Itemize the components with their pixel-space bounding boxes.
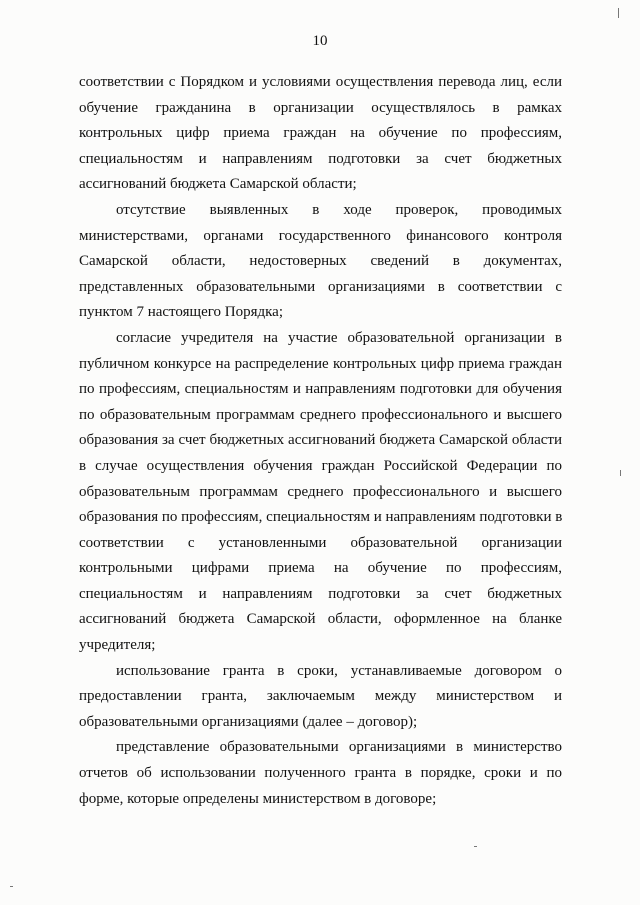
text-line: представление образовательными организациями в министерство [116,739,562,756]
text-line: представленных образовательными организациями в соответствии с [79,278,562,295]
paragraph [79,70,562,198]
text-line: в случае осуществления обучения граждан Российской Федерации по [79,457,562,474]
paragraph [79,659,562,736]
text-line: специальностям и направлениям подготовки за счет бюджетных [79,150,562,167]
text-line: образования по профессиям, специальностям и направлениям подготовки в [79,509,563,526]
text-line: образования за счет бюджетных ассигнований бюджета Самарской области [79,432,562,449]
text-line: форме, которые определены министерством в договоре; [79,790,437,807]
text-line: соответствии с установленными образовательной организации [79,534,562,551]
text-line: контрольными цифрами приема на обучение по профессиям, [79,560,562,577]
text-line: министерствами, органами государственного финансового контроля [79,227,562,244]
text-line: согласие учредителя на участие образовательной организации в [116,329,562,346]
scan-artifact [10,886,13,887]
scan-artifact [620,470,621,476]
text-line: отсутствие выявленных в ходе проверок, проводимых [116,201,562,218]
paragraph [79,326,562,659]
text-line: соответствии с Порядком и условиями осуществления перевода лиц, если [79,74,562,90]
paragraph [79,198,562,326]
text-line: образовательным программам среднего профессионального и высшего [79,483,562,500]
page-number: 10 [312,33,328,49]
text-line: образовательными организациями (далее – договор); [79,713,418,730]
text-line: отчетов об использовании полученного гранта в порядке, сроки и по [79,765,562,782]
scan-artifact [618,8,619,18]
text-line: использование гранта в сроки, устанавливаемые договором о [116,662,562,679]
text-line: учредителя; [79,637,156,654]
text-line: публичном конкурсе на распределение контрольных цифр приема граждан [79,355,562,372]
text-line: Самарской области, недостоверных сведений в документах, [79,253,562,270]
text-line: по образовательным программам среднего профессионального и высшего [79,406,562,423]
text-line: ассигнований бюджета Самарской области, оформленное на бланке [79,611,562,628]
text-line: специальностям и направлениям подготовки за счет бюджетных [79,585,562,602]
text-line: обучение гражданина в организации осуществлялось в рамках [79,99,562,116]
document-body [79,70,562,812]
text-line: по профессиям, специальностям и направлениям подготовки для обучения [79,381,562,398]
text-line: предоставлении гранта, заключаемым между министерством и [79,688,562,705]
paragraph [79,735,562,812]
text-line: контрольных цифр приема граждан на обучение по профессиям, [79,125,562,142]
scan-artifact [474,846,477,847]
text-line: ассигнований бюджета Самарской области; [79,176,357,193]
text-line: пунктом 7 настоящего Порядка; [79,304,284,321]
